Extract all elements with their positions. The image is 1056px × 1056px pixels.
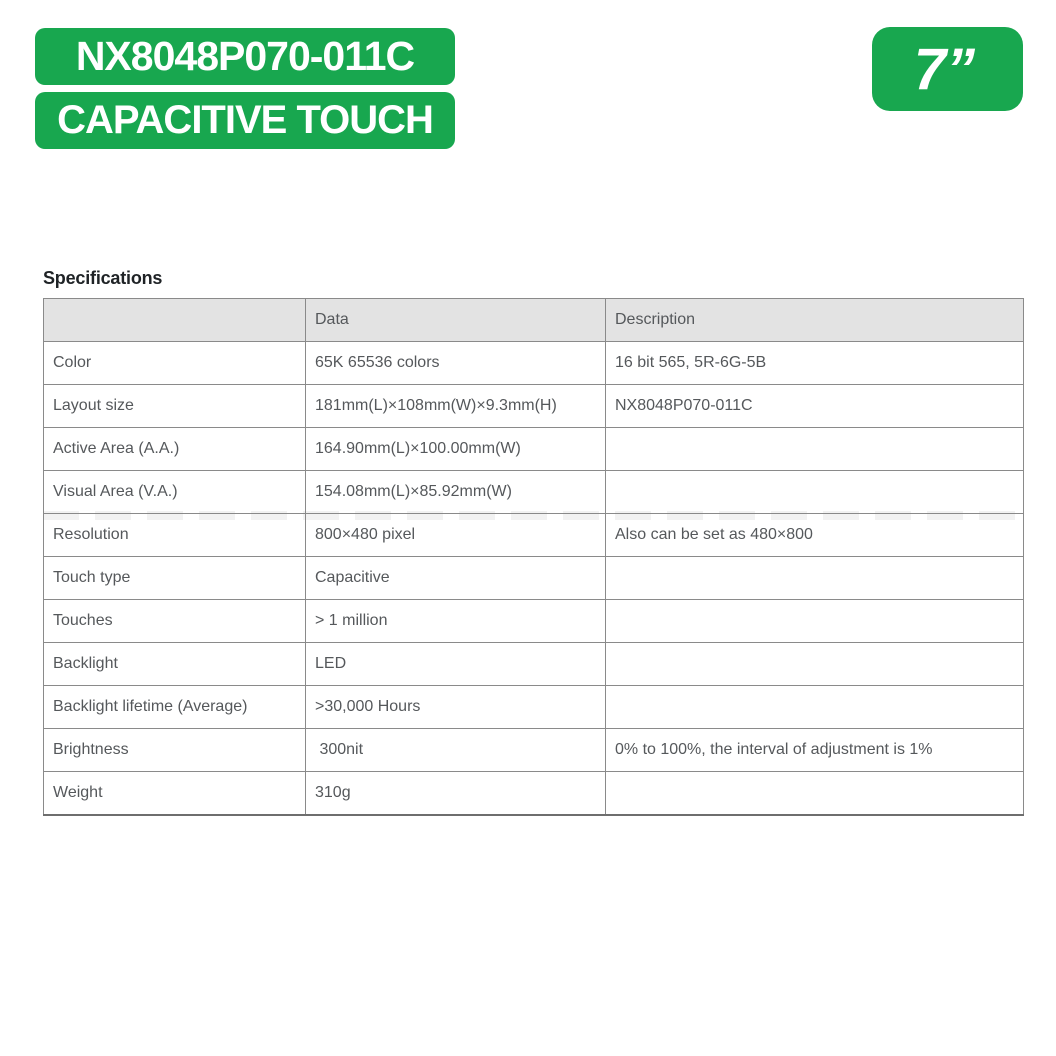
- table-row: [44, 729, 1024, 772]
- description-cell: [606, 428, 1024, 471]
- description-cell: [606, 471, 1024, 514]
- touch-type-badge-label: CAPACITIVE TOUCH: [57, 98, 433, 142]
- row-label-cell: Backlight: [44, 643, 306, 686]
- data-cell: > 1 million: [306, 600, 606, 643]
- description-cell: [606, 686, 1024, 729]
- table-row: [44, 342, 1024, 385]
- data-cell: 300nit: [306, 729, 606, 772]
- table-row: [44, 471, 1024, 514]
- row-label-cell: Layout size: [44, 385, 306, 428]
- row-label-cell: Visual Area (V.A.): [44, 471, 306, 514]
- model-badge-label: NX8048P070-011C: [75, 33, 415, 79]
- screen-size-badge: [872, 27, 1023, 111]
- description-cell: [606, 643, 1024, 686]
- row-label-cell: Touch type: [44, 557, 306, 600]
- description-cell: [606, 557, 1024, 600]
- specifications-heading: Specifications: [43, 268, 163, 288]
- table-row: [44, 557, 1024, 600]
- description-cell: 0% to 100%, the interval of adjustment is 1%: [606, 729, 1024, 772]
- table-row: [44, 643, 1024, 686]
- table-row: [44, 686, 1024, 729]
- row-label-cell: Touches: [44, 600, 306, 643]
- spec-table-head: [44, 299, 1024, 342]
- table-row: [44, 600, 1024, 643]
- row-label-cell: Color: [44, 342, 306, 385]
- row-label-cell: Active Area (A.A.): [44, 428, 306, 471]
- row-label-cell: Resolution: [44, 514, 306, 557]
- data-cell: 164.90mm(L)×100.00mm(W): [306, 428, 606, 471]
- description-cell: NX8048P070-011C: [606, 385, 1024, 428]
- data-cell: Capacitive: [306, 557, 606, 600]
- row-label-cell: Backlight lifetime (Average): [44, 686, 306, 729]
- column-header: [44, 299, 306, 342]
- row-label-cell: Weight: [44, 772, 306, 815]
- data-cell: 154.08mm(L)×85.92mm(W): [306, 471, 606, 514]
- data-cell: 65K 65536 colors: [306, 342, 606, 385]
- data-cell: 800×480 pixel: [306, 514, 606, 557]
- table-row: [44, 514, 1024, 557]
- spec-table-header-row: [44, 299, 1024, 342]
- description-cell: Also can be set as 480×800: [606, 514, 1024, 557]
- data-cell: 310g: [306, 772, 606, 815]
- description-cell: 16 bit 565, 5R-6G-5B: [606, 342, 1024, 385]
- table-row: [44, 772, 1024, 815]
- data-cell: >30,000 Hours: [306, 686, 606, 729]
- description-cell: [606, 772, 1024, 815]
- model-badge: [35, 28, 455, 85]
- table-row: [44, 428, 1024, 471]
- row-label-cell: Brightness: [44, 729, 306, 772]
- touch-type-badge: [35, 92, 455, 149]
- spec-table: [43, 298, 1024, 816]
- screen-size-badge-label: 7”: [913, 36, 976, 102]
- data-cell: LED: [306, 643, 606, 686]
- table-row: [44, 385, 1024, 428]
- column-header: Data: [306, 299, 606, 342]
- column-header: Description: [606, 299, 1024, 342]
- data-cell: 181mm(L)×108mm(W)×9.3mm(H): [306, 385, 606, 428]
- description-cell: [606, 600, 1024, 643]
- spec-table-body: [44, 342, 1024, 815]
